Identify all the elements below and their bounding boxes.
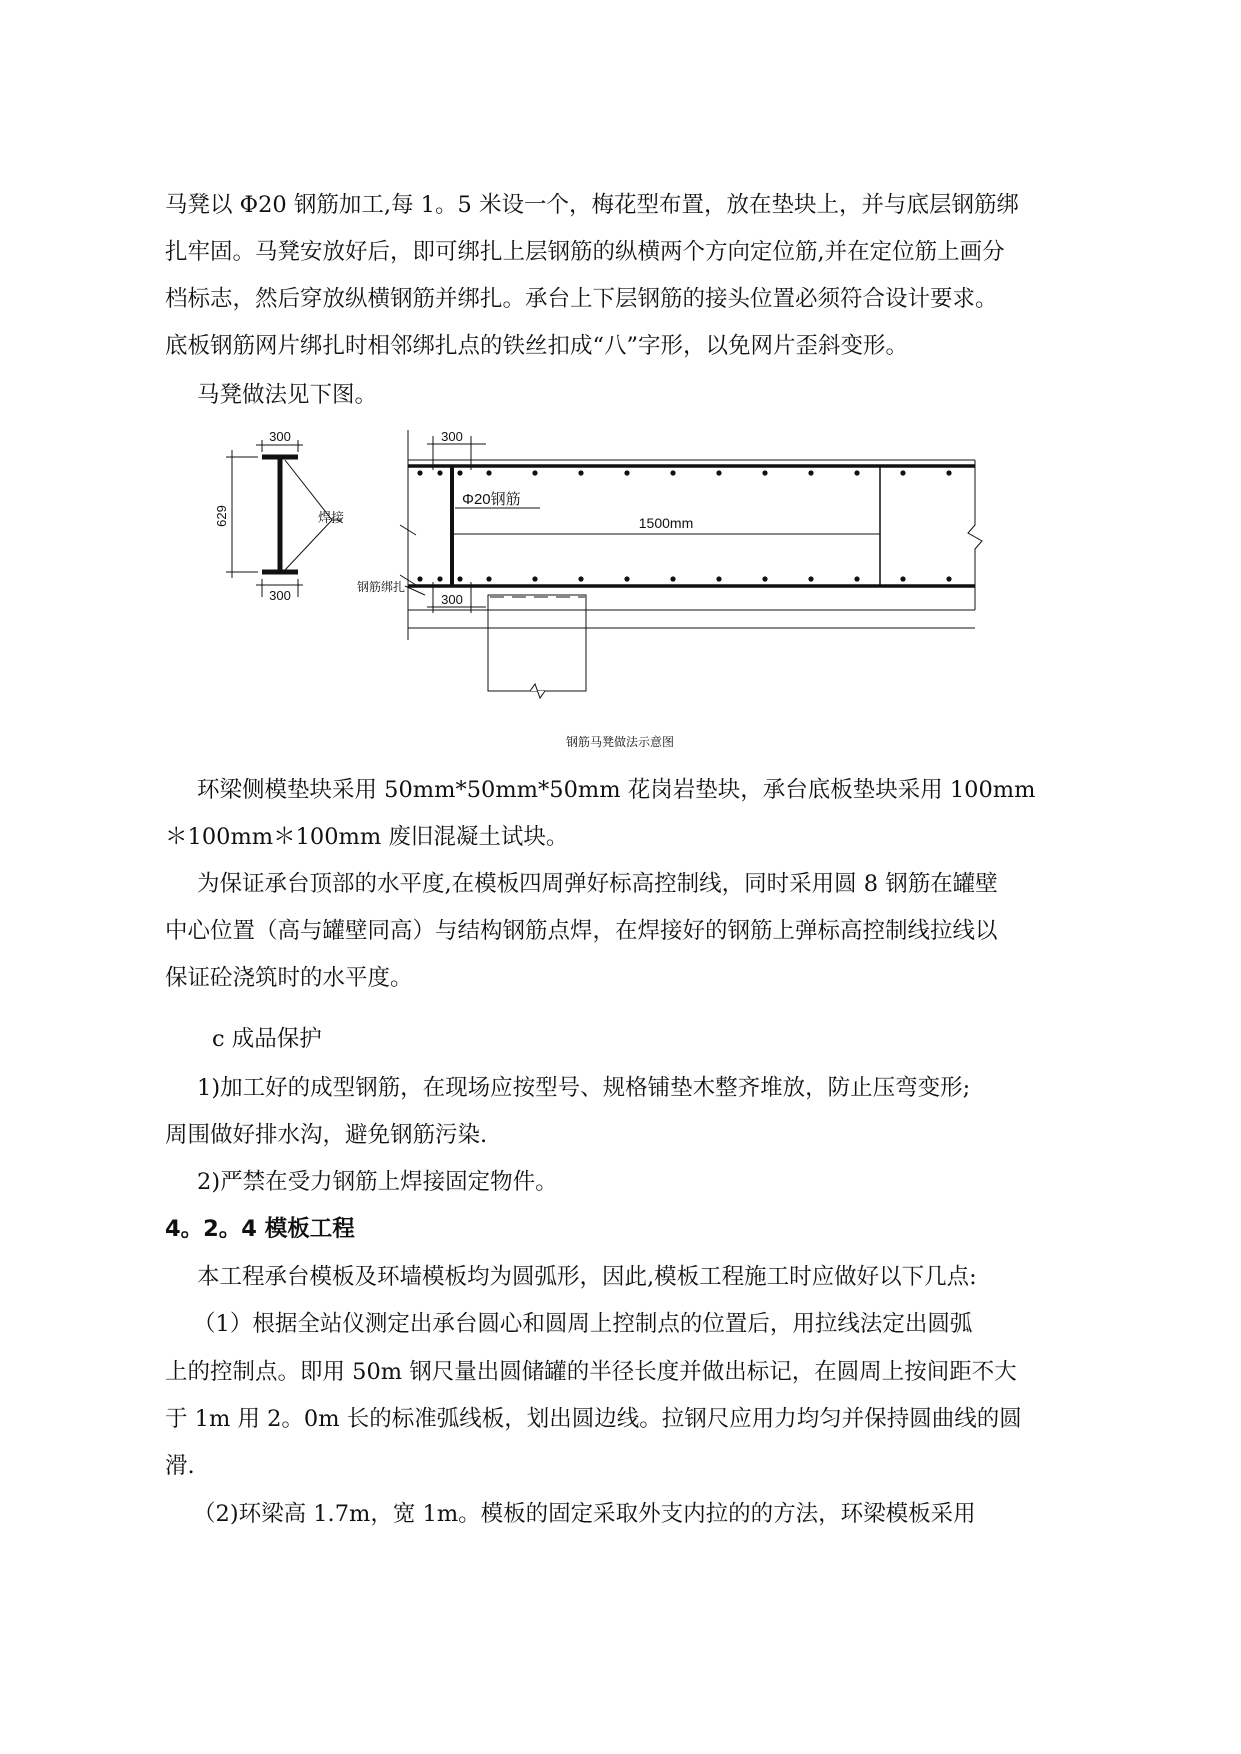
paragraph-line: 底板钢筋网片绑扎时相邻绑扎点的铁丝扣成“八”字形，以免网片歪斜变形。 [165,333,909,359]
label-tie: 钢筋绑扎 [357,580,406,594]
stool-elevation [400,430,982,698]
paragraph-line: 本工程承台模板及环墙模板均为圆弧形，因此,模板工程施工时应做好以下几点: [197,1264,977,1290]
label-spacing: 1500mm [638,515,694,531]
label-bar: Φ20钢筋 [462,491,521,508]
paragraph-line: 环梁侧模垫块采用 50mm*50mm*50mm 花岗岩垫块，承台底板垫块采用 100mm [197,777,1036,803]
figure-caption: 钢筋马凳做法示意图 [565,735,675,749]
dim-bottom-right-300: 300 [441,592,463,607]
dim-top-300: 300 [269,429,291,444]
paragraph-line: ＊100mm＊100mm 废旧混凝土试块。 [165,824,569,850]
paragraph-line: 马凳以 Φ20 钢筋加工,每 1。5 米设一个，梅花型布置，放在垫块上，并与底层钢筋绑 [165,192,1019,218]
label-weld: 焊接 [318,510,345,525]
rebar-dots-bottom [417,576,951,581]
dim-bottom-300: 300 [269,588,291,603]
paragraph-line: 为保证承台顶部的水平度,在模板四周弹好标高控制线，同时采用圆 8 钢筋在罐壁 [197,871,998,897]
point-line: 于 1m 用 2。0m 长的标准弧线板，划出圆边线。拉钢尺应用力均匀并保持圆曲线的圆 [165,1406,1022,1432]
dim-top-right-300: 300 [441,429,463,444]
item-line: 1)加工好的成型钢筋，在现场应按型号、规格铺垫木整齐堆放，防止压弯变形; [197,1075,971,1101]
paragraph-line: 扎牢固。马凳安放好后，即可绑扎上层钢筋的纵横两个方向定位筋,并在定位筋上画分 [165,239,1005,265]
rebar-dots-top [417,470,951,475]
figure-intro: 马凳做法见下图。 [197,382,378,408]
item-line: 周围做好排水沟，避免钢筋污染. [165,1122,488,1148]
point-line: （1）根据全站仪测定出承台圆心和圆周上控制点的位置后，用拉线法定出圆弧 [193,1311,973,1337]
paragraph-line: 保证砼浇筑时的水平度。 [165,965,413,991]
point-line: （2)环梁高 1.7m，宽 1m。模板的固定采取外支内拉的的方法，环梁模板采用 [193,1501,976,1527]
paragraph-line: 中心位置（高与罐壁同高）与结构钢筋点焊，在焊接好的钢筋上弹标高控制线拉线以 [165,918,998,944]
section-c-title: c 成品保护 [212,1026,322,1052]
dim-height-629: 629 [214,505,229,527]
section-heading: 4。2。4 模板工程 [165,1216,355,1242]
point-line: 滑. [165,1453,195,1479]
point-line: 上的控制点。即用 50m 钢尺量出圆储罐的半径长度并做出标记，在圆周上按间距不大 [165,1359,1017,1385]
rebar-stool-diagram [0,420,1241,750]
paragraph-line: 档标志，然后穿放纵横钢筋并绑扎。承台上下层钢筋的接头位置必须符合设计要求。 [165,286,998,312]
item-line: 2)严禁在受力钢筋上焊接固定物件。 [197,1169,558,1195]
